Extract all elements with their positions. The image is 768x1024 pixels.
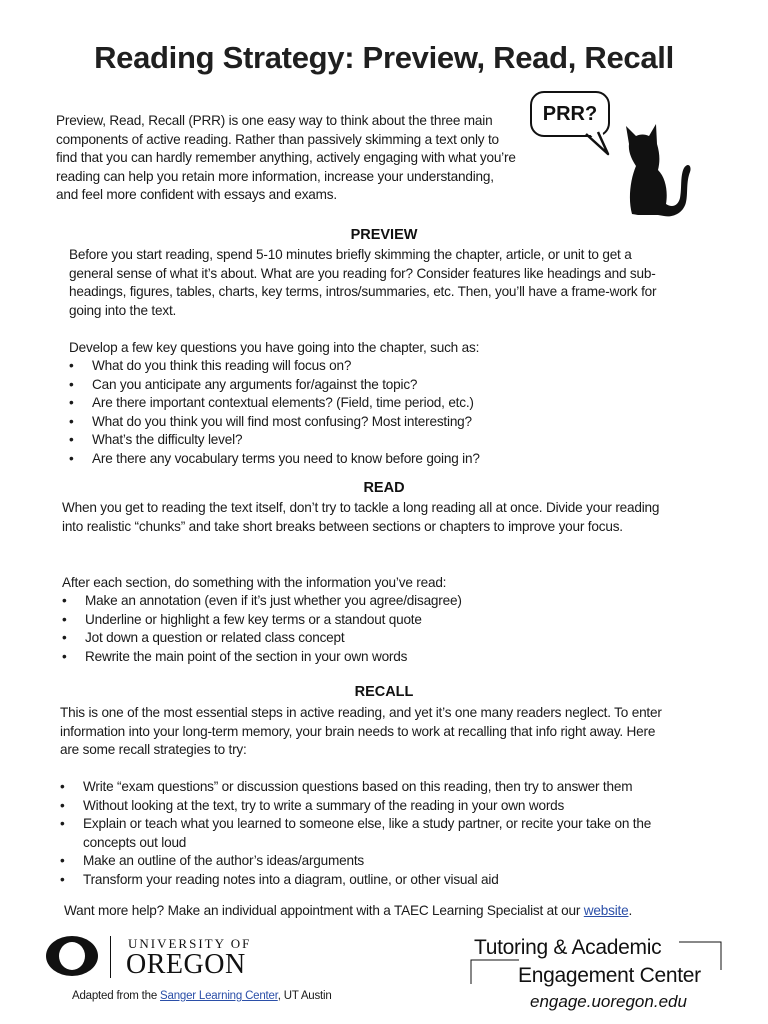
list-item: • Are there any vocabulary terms you need to know before going in? — [69, 450, 689, 469]
recall-paragraph: This is one of the most essential steps in active reading, and yet it’s one many readers neglect. To enter information into your long-term memory, your brain needs to work at recalling that info right away. Here are some recall strategies to try: — [60, 705, 662, 757]
adapted-credit — [72, 990, 332, 1002]
list-item: • Rewrite the main point of the section in your own words — [62, 648, 682, 667]
read-paragraph: When you get to reading the text itself, don’t try to tackle a long reading all at once. Divide your reading into realistic “chunks” and take short breaks between sections or chapters to improve your focus. — [62, 500, 660, 534]
list-item: • What do you think you will find most confusing? Most interesting? — [69, 413, 689, 432]
recall-heading: RECALL — [354, 684, 414, 700]
recall-strategy-list — [60, 778, 680, 889]
list-item: • Jot down a question or related class concept — [62, 629, 682, 648]
uo-o-logo-icon — [44, 934, 100, 978]
list-item: • Underline or highlight a few key terms or a standout quote — [62, 611, 682, 630]
taec-title-line2: Engagement Center — [518, 964, 701, 987]
preview-heading: PREVIEW — [350, 227, 418, 243]
oregon-wordmark: OREGON — [126, 949, 246, 980]
preview-questions-intro: Develop a few key questions you have going into the chapter, such as: — [69, 340, 480, 355]
speech-bubble: PRR? — [530, 91, 610, 137]
sanger-link[interactable]: Sanger Learning Center — [160, 990, 278, 1002]
list-item: • Explain or teach what you learned to someone else, like a study partner, or recite your take on the concepts out loud — [60, 815, 680, 852]
logo-divider — [110, 936, 111, 978]
preview-paragraph: Before you start reading, spend 5-10 minutes briefly skimming the chapter, article, or unit to get a general sense of what it’s about. What are you reading for? Consider features like headings and sub-headings, figures, tables, charts, key terms, intros/summaries, etc. Then, you’ll have a frame-work for going into the text. — [69, 247, 657, 318]
list-item: • What’s the difficulty level? — [69, 431, 689, 450]
list-item: • Transform your reading notes into a diagram, outline, or other visual aid — [60, 871, 680, 890]
page-title: Reading Strategy: Preview, Read, Recall — [94, 40, 674, 75]
list-item: • Write “exam questions” or discussion questions based on this reading, then try to answer them — [60, 778, 680, 797]
list-item: • Make an outline of the author’s ideas/arguments — [60, 852, 680, 871]
taec-url: engage.uoregon.edu — [530, 992, 687, 1011]
website-link[interactable]: website — [583, 903, 629, 918]
list-item: • Are there important contextual elements? (Field, time period, etc.) — [69, 394, 689, 413]
preview-question-list — [69, 357, 689, 468]
help-line — [64, 903, 632, 918]
list-item: • Make an annotation (even if it’s just whether you agree/disagree) — [62, 592, 682, 611]
intro-paragraph: Preview, Read, Recall (PRR) is one easy way to think about the three main components of active reading. Rather than passively skimming a text only to find that you can hardly remember anything, actively engaging with what you’re reading can help you retain more information, increase your understanding, and feel more confident with essays and exams. — [56, 113, 516, 202]
list-item: • Can you anticipate any arguments for/against the topic? — [69, 376, 689, 395]
speech-bubble-tail-icon — [584, 130, 614, 158]
read-actions-intro: After each section, do something with the information you’ve read: — [62, 575, 447, 590]
university-of-text: UNIVERSITY OF — [128, 936, 252, 951]
read-action-list — [62, 592, 682, 666]
adapted-suffix: , UT Austin — [277, 990, 332, 1002]
adapted-text: Adapted from the — [72, 990, 161, 1002]
help-suffix: . — [628, 903, 633, 918]
taec-title-line1: Tutoring & Academic — [474, 936, 662, 959]
read-heading: READ — [363, 480, 405, 496]
help-text: Want more help? Make an individual appointment with a TAEC Learning Specialist at our — [64, 903, 584, 918]
cat-silhouette-icon — [618, 118, 694, 218]
list-item: • Without looking at the text, try to write a summary of the reading in your own words — [60, 797, 680, 816]
list-item: • What do you think this reading will focus on? — [69, 357, 689, 376]
